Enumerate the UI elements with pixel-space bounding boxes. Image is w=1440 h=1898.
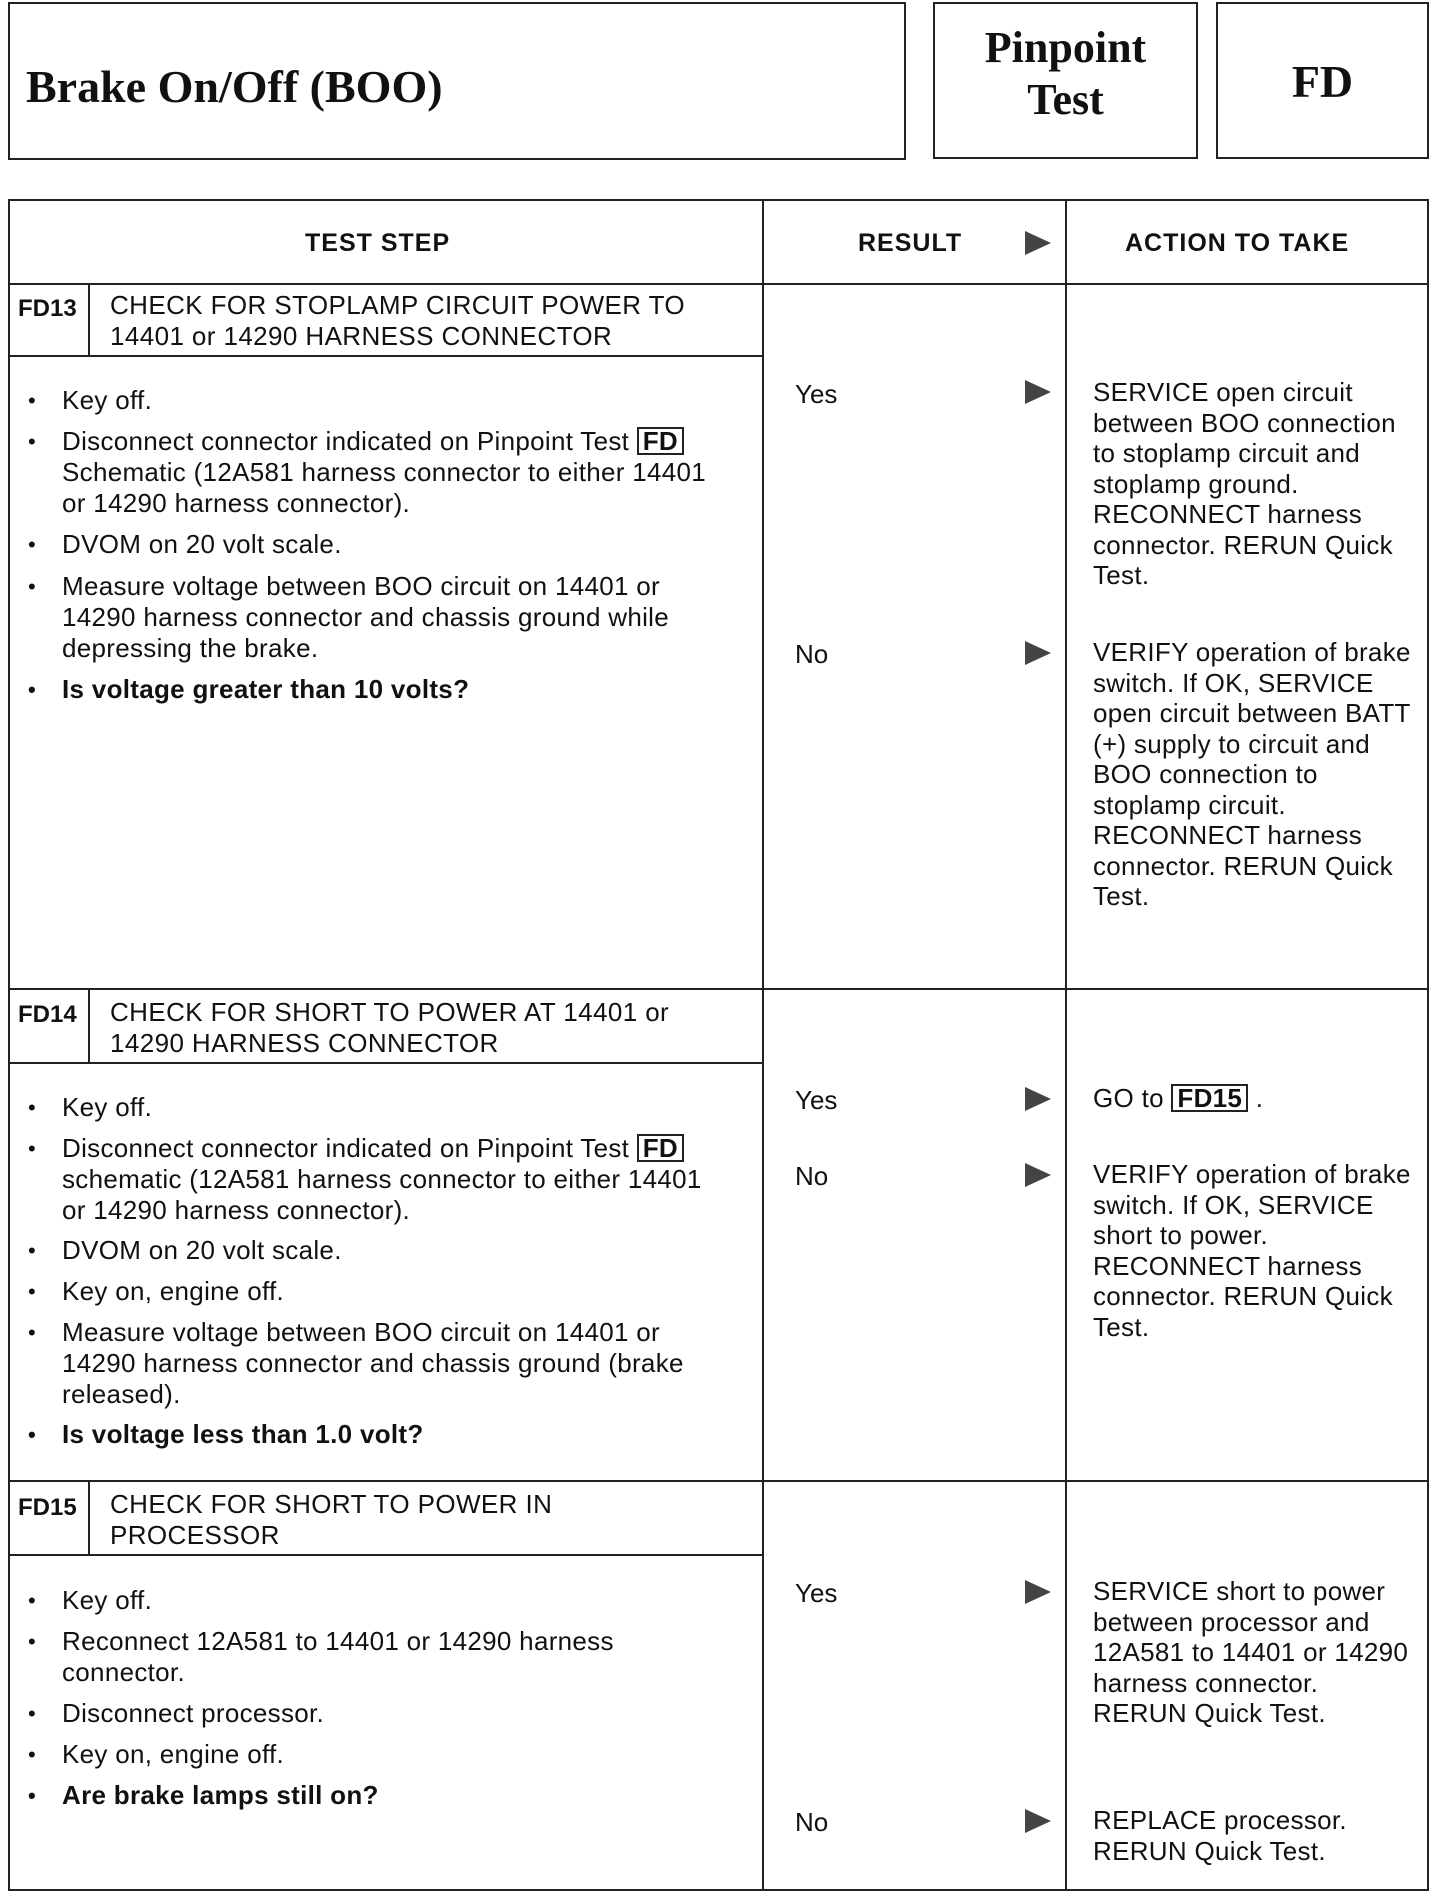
step-bullet: • Key on, engine off. bbox=[30, 1739, 730, 1770]
step-title bbox=[110, 997, 669, 1059]
step-title-divider bbox=[10, 355, 762, 357]
header-divider bbox=[10, 283, 1427, 285]
step-id: FD15 bbox=[18, 1494, 77, 1521]
fd15-reference[interactable]: FD15 bbox=[1171, 1084, 1248, 1112]
step-bullet: • Key off. bbox=[30, 1092, 730, 1123]
column-header-action: ACTION TO TAKE bbox=[1125, 229, 1350, 257]
row-divider bbox=[10, 988, 1427, 990]
pinpoint-test-box bbox=[933, 2, 1198, 159]
action-text: SERVICE short to power between processor and 12A581 to 14401 or 14290 harness connector. RERUN Quick Test. bbox=[1093, 1576, 1409, 1728]
step-title-line: 14290 HARNESS CONNECTOR bbox=[110, 1028, 499, 1058]
step-bullet: • Key off. bbox=[30, 1585, 730, 1616]
step-bullet: • Disconnect connector indicated on Pinpoint Test FD Schematic (12A581 harness connector to either 14401 or 14290 harness connector). bbox=[30, 426, 730, 519]
pinpoint-line-1: Pinpoint bbox=[984, 23, 1147, 72]
step-bullet: • Disconnect processor. bbox=[30, 1698, 730, 1729]
pinpoint-test-label bbox=[935, 22, 1196, 126]
fd-reference[interactable]: FD bbox=[637, 1134, 684, 1162]
column-divider-2 bbox=[1065, 201, 1067, 1889]
step-question: • Is voltage greater than 10 volts? bbox=[30, 674, 730, 705]
test-code-box bbox=[1216, 2, 1429, 159]
result-yes: Yes bbox=[795, 1578, 838, 1608]
step-bullet: • DVOM on 20 volt scale. bbox=[30, 1235, 730, 1266]
arrow-icon bbox=[1025, 380, 1051, 404]
step-bullet: • Measure voltage between BOO circuit on 14401 or 14290 harness connector and chassis ground while depressing the brake. bbox=[30, 571, 730, 664]
action-text: VERIFY operation of brake switch. If OK, SERVICE short to power. RECONNECT harness connector. RERUN Quick Test. bbox=[1093, 1159, 1411, 1342]
arrow-icon bbox=[1025, 1809, 1051, 1833]
result-arrow-icon bbox=[1025, 231, 1051, 255]
result-no: No bbox=[795, 1161, 829, 1191]
arrow-icon bbox=[1025, 1087, 1051, 1111]
step-title bbox=[110, 290, 685, 352]
action-text: VERIFY operation of brake switch. If OK, SERVICE open circuit between BATT (+) supply to circuit and BOO connection to stoplamp circuit. RECONNECT harness connector. RERUN Quick Test. bbox=[1093, 637, 1411, 911]
step-title-line: 14401 or 14290 HARNESS CONNECTOR bbox=[110, 321, 613, 351]
step-bullet: • Disconnect connector indicated on Pinpoint Test FD schematic (12A581 harness connector to either 14401 or 14290 harness connector). bbox=[30, 1133, 730, 1226]
step-id: FD13 bbox=[18, 295, 77, 322]
step-question: • Is voltage less than 1.0 volt? bbox=[30, 1419, 730, 1450]
action-text: SERVICE open circuit between BOO connection to stoplamp circuit and stoplamp ground. RECONNECT harness connector. RERUN Quick Test. bbox=[1093, 377, 1396, 590]
step-title-line: CHECK FOR SHORT TO POWER AT 14401 or bbox=[110, 997, 670, 1027]
step-id-divider bbox=[88, 285, 90, 357]
test-code: FD bbox=[1291, 56, 1354, 107]
step-title-line: CHECK FOR SHORT TO POWER IN bbox=[110, 1489, 553, 1519]
result-yes: Yes bbox=[795, 379, 838, 409]
column-header-test-step: TEST STEP bbox=[305, 229, 451, 257]
column-divider-1 bbox=[762, 201, 764, 1889]
step-id: FD14 bbox=[18, 1001, 77, 1028]
row-divider bbox=[10, 1480, 1427, 1482]
arrow-icon bbox=[1025, 641, 1051, 665]
step-bullet: • Reconnect 12A581 to 14401 or 14290 harness connector. bbox=[30, 1626, 730, 1688]
fd-reference[interactable]: FD bbox=[637, 427, 684, 455]
action-text: GO to FD15 . bbox=[1093, 1083, 1264, 1113]
step-title-divider bbox=[10, 1554, 762, 1556]
pinpoint-table bbox=[8, 199, 1429, 1891]
step-title-line: PROCESSOR bbox=[110, 1520, 280, 1550]
step-question: • Are brake lamps still on? bbox=[30, 1780, 730, 1811]
arrow-icon bbox=[1025, 1580, 1051, 1604]
step-bullet: • Key off. bbox=[30, 385, 730, 416]
step-id-divider bbox=[88, 990, 90, 1064]
result-yes: Yes bbox=[795, 1085, 838, 1115]
step-title bbox=[110, 1489, 552, 1551]
step-title-line: CHECK FOR STOPLAMP CIRCUIT POWER TO bbox=[110, 290, 686, 320]
step-bullet: • Measure voltage between BOO circuit on 14401 or 14290 harness connector and chassis ground (brake released). bbox=[30, 1317, 730, 1410]
arrow-icon bbox=[1025, 1163, 1051, 1187]
pinpoint-line-2: Test bbox=[1027, 75, 1104, 124]
result-no: No bbox=[795, 639, 829, 669]
step-title-divider bbox=[10, 1062, 762, 1064]
step-bullet: • DVOM on 20 volt scale. bbox=[30, 529, 730, 560]
title-box bbox=[8, 2, 906, 160]
step-id-divider bbox=[88, 1482, 90, 1556]
page-title: Brake On/Off (BOO) bbox=[26, 61, 443, 112]
result-no: No bbox=[795, 1807, 829, 1837]
action-text: REPLACE processor. RERUN Quick Test. bbox=[1093, 1805, 1347, 1866]
column-header-result: RESULT bbox=[858, 229, 963, 257]
step-bullet: • Key on, engine off. bbox=[30, 1276, 730, 1307]
